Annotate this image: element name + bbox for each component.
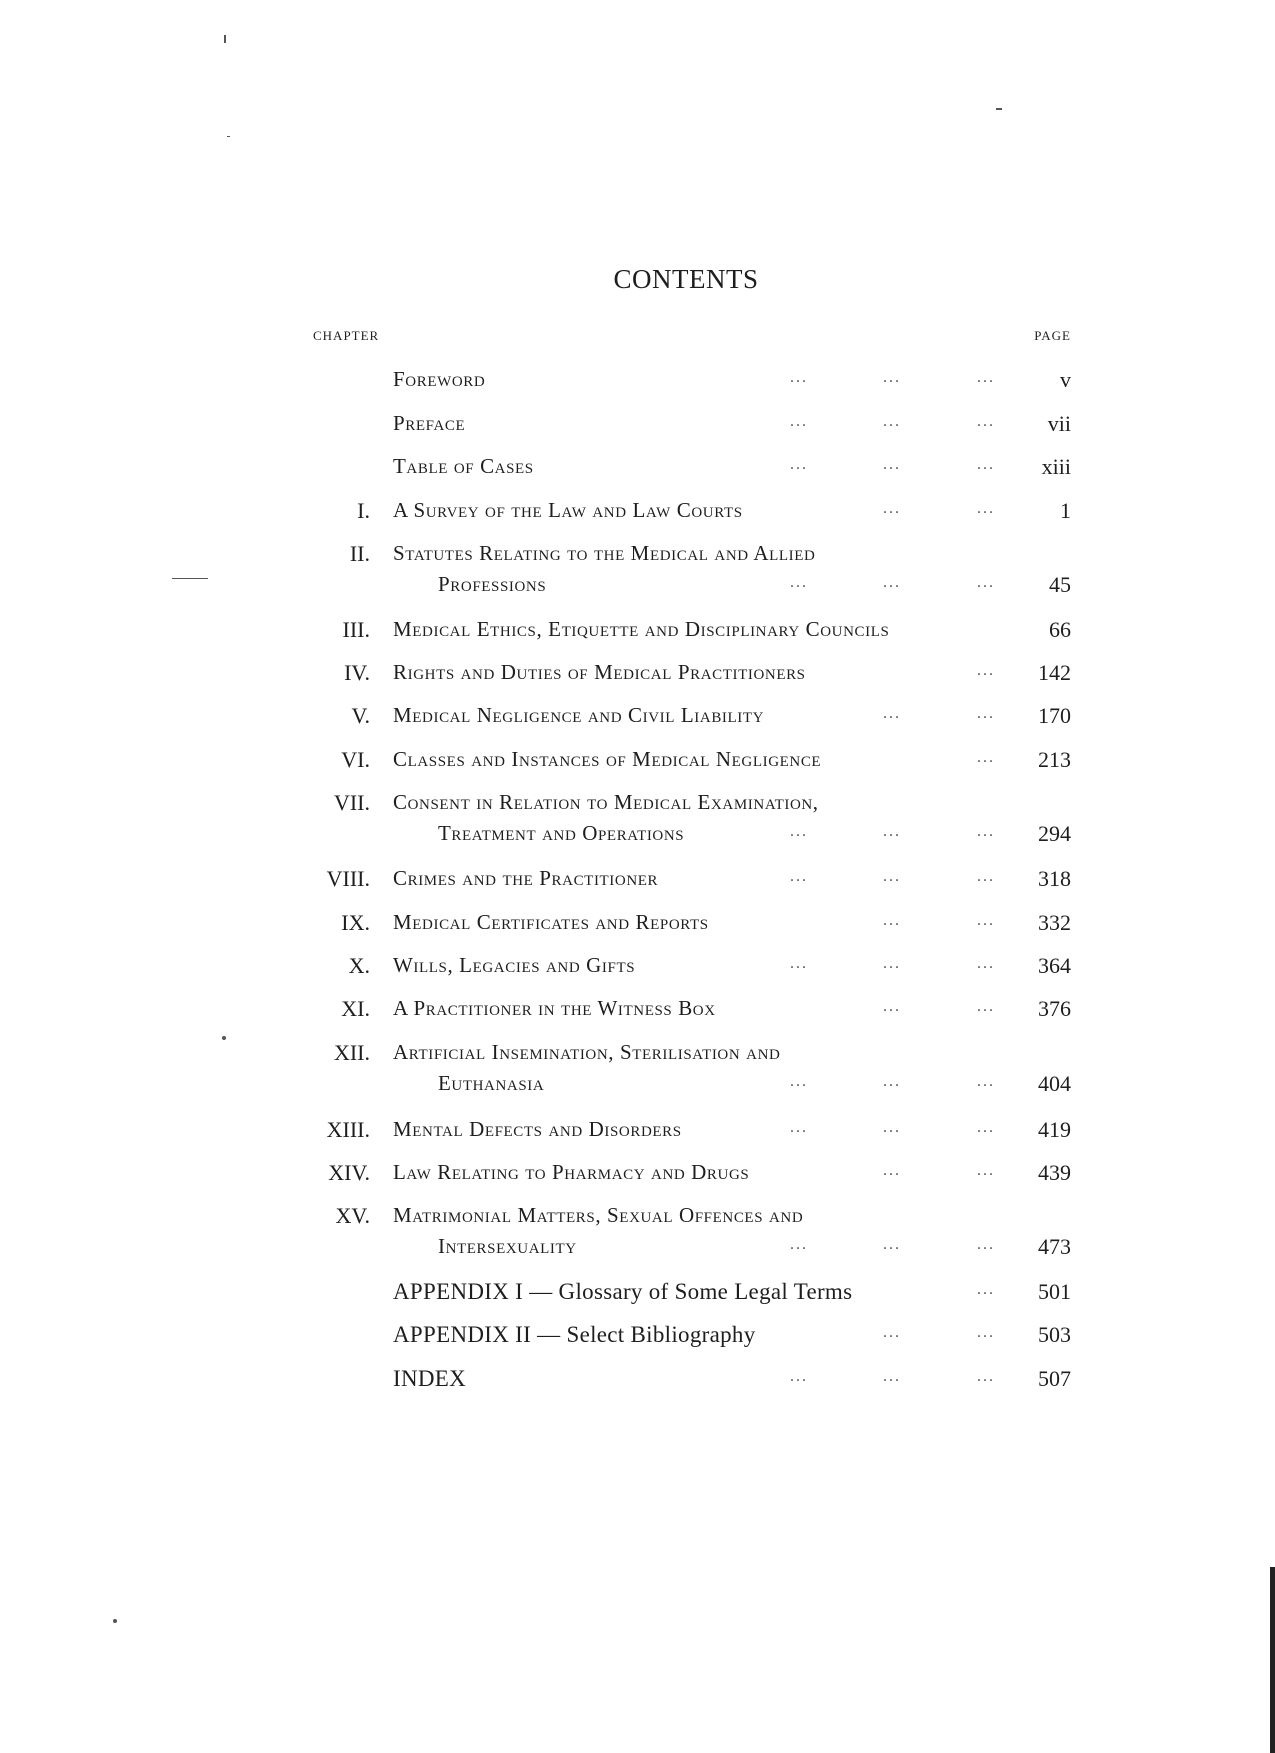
- chapter-number: IV.: [344, 660, 370, 685]
- leader-dots: ...: [977, 662, 995, 679]
- leader-dots: ...: [977, 1162, 995, 1179]
- page-number: 501: [1038, 1279, 1071, 1304]
- leader-dots: ...: [790, 1236, 808, 1253]
- toc-entry: [0, 953, 1275, 993]
- leader-dots: ...: [790, 868, 808, 885]
- leader-dots: ...: [790, 1368, 808, 1385]
- toc-entry: [0, 660, 1275, 700]
- toc-entry: [0, 910, 1275, 950]
- chapter-number: III.: [342, 617, 370, 642]
- page-number: 507: [1038, 1366, 1071, 1391]
- leader-dots: ...: [790, 456, 808, 473]
- toc-entry: [0, 1322, 1275, 1362]
- chapter-number: XIV.: [328, 1160, 370, 1185]
- leader-dots: ...: [977, 955, 995, 972]
- scan-speck: [227, 136, 230, 137]
- scan-speck: [172, 578, 208, 579]
- chapter-title: Statutes Relating to the Medical and Allied: [393, 541, 816, 565]
- leader-dots: ...: [977, 1324, 995, 1341]
- page-number: 66: [1049, 617, 1071, 642]
- page-number: 294: [1038, 821, 1071, 846]
- toc-entry: [0, 411, 1275, 451]
- toc-entry: [0, 747, 1275, 787]
- leader-dots: ...: [883, 369, 901, 386]
- page-number: 213: [1038, 747, 1071, 772]
- toc-entry: [0, 1279, 1275, 1319]
- chapter-number: VI.: [341, 747, 370, 772]
- leader-dots: ...: [883, 456, 901, 473]
- chapter-title: A Survey of the Law and Law Courts: [393, 498, 743, 522]
- chapter-title: Law Relating to Pharmacy and Drugs: [393, 1160, 750, 1184]
- toc-entry: [0, 367, 1275, 407]
- leader-dots: ...: [977, 500, 995, 517]
- chapter-title: Medical Negligence and Civil Liability: [393, 703, 765, 727]
- leader-dots: ...: [883, 1368, 901, 1385]
- leader-dots: ...: [790, 1073, 808, 1090]
- leader-dots: ...: [883, 1236, 901, 1253]
- chapter-title: Mental Defects and Disorders: [393, 1117, 682, 1141]
- scan-speck: [222, 1036, 226, 1040]
- chapter-title: Crimes and the Practitioner: [393, 866, 659, 890]
- chapter-title: APPENDIX I — Glossary of Some Legal Terms: [393, 1279, 853, 1304]
- chapter-title: Medical Certificates and Reports: [393, 910, 709, 934]
- page-number: xiii: [1041, 454, 1071, 479]
- leader-dots: ...: [977, 749, 995, 766]
- chapter-title: Rights and Duties of Medical Practitioners: [393, 660, 806, 684]
- leader-dots: ...: [977, 413, 995, 430]
- chapter-number: IX.: [341, 910, 370, 935]
- toc-entry: [0, 1366, 1275, 1406]
- toc-entry: [0, 1040, 1275, 1110]
- chapter-number: XII.: [333, 1040, 370, 1065]
- leader-dots: ...: [790, 1119, 808, 1136]
- leader-dots: ...: [883, 413, 901, 430]
- chapter-number: XIII.: [326, 1117, 370, 1142]
- chapter-title: Artificial Insemination, Sterilisation and: [393, 1040, 781, 1064]
- page-number: v: [1060, 367, 1071, 392]
- toc-entry: [0, 790, 1275, 860]
- leader-dots: ...: [883, 574, 901, 591]
- page-number: 419: [1038, 1117, 1071, 1142]
- chapter-column-header: CHAPTER: [313, 328, 380, 343]
- chapter-number: XI.: [341, 996, 370, 1021]
- toc-entry: [0, 541, 1275, 611]
- leader-dots: ...: [883, 823, 901, 840]
- chapter-title: Wills, Legacies and Gifts: [393, 953, 636, 977]
- leader-dots: ...: [977, 912, 995, 929]
- leader-dots: ...: [790, 823, 808, 840]
- leader-dots: ...: [883, 1073, 901, 1090]
- page-number: 170: [1038, 703, 1071, 728]
- chapter-title: Table of Cases: [393, 454, 534, 478]
- chapter-number: V.: [351, 703, 370, 728]
- toc-entry: [0, 866, 1275, 906]
- scan-speck: [996, 108, 1002, 110]
- chapter-title: A Practitioner in the Witness Box: [393, 996, 716, 1020]
- leader-dots: ...: [883, 912, 901, 929]
- leader-dots: ...: [883, 1119, 901, 1136]
- leader-dots: ...: [977, 369, 995, 386]
- leader-dots: ...: [883, 1162, 901, 1179]
- leader-dots: ...: [977, 998, 995, 1015]
- leader-dots: ...: [977, 1236, 995, 1253]
- leader-dots: ...: [977, 574, 995, 591]
- leader-dots: ...: [883, 705, 901, 722]
- page-column-header: PAGE: [1034, 328, 1071, 343]
- chapter-title-continuation: Professions: [438, 572, 547, 596]
- leader-dots: ...: [883, 1324, 901, 1341]
- chapter-title-continuation: Euthanasia: [438, 1071, 545, 1095]
- leader-dots: ...: [977, 823, 995, 840]
- page-number: 318: [1038, 866, 1071, 891]
- chapter-title: INDEX: [393, 1366, 467, 1391]
- page-number: 473: [1038, 1234, 1071, 1259]
- page-number: 364: [1038, 953, 1071, 978]
- toc-entry: [0, 498, 1275, 538]
- page-number: 376: [1038, 996, 1071, 1021]
- page-number: 45: [1049, 572, 1071, 597]
- chapter-title: Consent in Relation to Medical Examination,: [393, 790, 819, 814]
- page-title: CONTENTS: [613, 264, 759, 294]
- leader-dots: ...: [883, 955, 901, 972]
- leader-dots: ...: [790, 955, 808, 972]
- leader-dots: ...: [883, 500, 901, 517]
- toc-entry: [0, 996, 1275, 1036]
- page-number: vii: [1047, 411, 1071, 436]
- leader-dots: ...: [977, 1119, 995, 1136]
- scan-speck: [113, 1619, 117, 1623]
- chapter-title-continuation: Treatment and Operations: [438, 821, 685, 845]
- leader-dots: ...: [977, 1073, 995, 1090]
- scan-speck: [224, 35, 226, 43]
- chapter-number: XV.: [335, 1203, 370, 1228]
- page-number: 439: [1038, 1160, 1071, 1185]
- toc-entry: [0, 454, 1275, 494]
- toc-entry: [0, 1160, 1275, 1200]
- page-number: 404: [1038, 1071, 1071, 1096]
- page-number: 1: [1060, 498, 1071, 523]
- leader-dots: ...: [883, 998, 901, 1015]
- toc-entry: [0, 703, 1275, 743]
- chapter-title: Foreword: [393, 367, 486, 391]
- chapter-title: Matrimonial Matters, Sexual Offences and: [393, 1203, 804, 1227]
- toc-entry: [0, 1117, 1275, 1157]
- leader-dots: ...: [977, 868, 995, 885]
- leader-dots: ...: [790, 369, 808, 386]
- leader-dots: ...: [977, 705, 995, 722]
- leader-dots: ...: [977, 1368, 995, 1385]
- chapter-number: X.: [348, 953, 370, 978]
- chapter-title: Medical Ethics, Etiquette and Disciplinary Councils: [393, 617, 890, 641]
- toc-entry: [0, 1203, 1275, 1273]
- scan-edge: [1270, 1567, 1275, 1753]
- leader-dots: ...: [883, 868, 901, 885]
- chapter-number: I.: [357, 498, 370, 523]
- page-number: 503: [1038, 1322, 1071, 1347]
- page-number: 332: [1038, 910, 1071, 935]
- chapter-title: APPENDIX II — Select Bibliography: [393, 1322, 756, 1347]
- chapter-number: II.: [349, 541, 370, 566]
- toc-entry: [0, 617, 1275, 657]
- leader-dots: ...: [790, 574, 808, 591]
- leader-dots: ...: [977, 1281, 995, 1298]
- chapter-title: Preface: [393, 411, 466, 435]
- leader-dots: ...: [790, 413, 808, 430]
- leader-dots: ...: [977, 456, 995, 473]
- chapter-title: Classes and Instances of Medical Negligence: [393, 747, 822, 771]
- chapter-number: VIII.: [326, 866, 370, 891]
- page-number: 142: [1038, 660, 1071, 685]
- chapter-number: VII.: [333, 790, 370, 815]
- chapter-title-continuation: Intersexuality: [438, 1234, 577, 1258]
